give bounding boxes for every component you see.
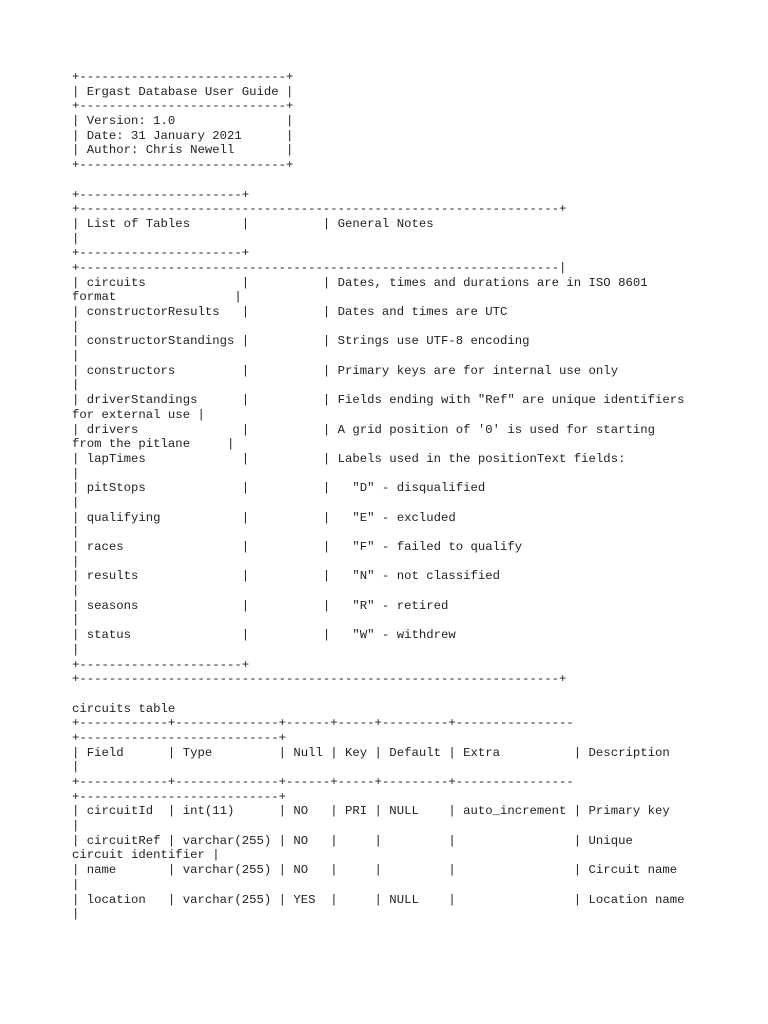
tables-line: +----------------------+ <box>72 187 250 202</box>
tables-line: | <box>72 231 80 246</box>
tables-line: +-----------------------------------------------------------------+ <box>72 202 567 217</box>
table-row: | <box>72 877 80 892</box>
header-line: +----------------------------+ <box>72 99 294 114</box>
tables-line: | <box>72 554 80 569</box>
tables-line: +----------------------+ <box>72 246 250 261</box>
tables-line: | lapTimes | | Labels used in the positionText fields: <box>72 451 626 466</box>
table-row: +---------------------------+ <box>72 730 287 745</box>
table-row: +------------+--------------+------+-----+---------+---------------- <box>72 775 574 789</box>
document-page <box>72 70 742 922</box>
table-row: | <box>72 760 80 775</box>
tables-line: | <box>72 495 80 510</box>
tables-line: format | <box>72 290 242 305</box>
tables-line: | constructors | | Primary keys are for internal use only <box>72 363 619 378</box>
tables-line: | List of Tables | | General Notes <box>72 216 434 231</box>
header-line: | Date: 31 January 2021 | <box>72 128 294 143</box>
tables-line: | pitStops | | "D" - disqualified <box>72 481 486 496</box>
table-row: | <box>72 819 80 834</box>
tables-line: +-----------------------------------------------------------------| <box>72 260 567 275</box>
header-line: +----------------------------+ <box>72 158 294 173</box>
tables-box <box>72 188 742 687</box>
table-row: | Field | Type | Null | Key | Default | Extra | Description <box>72 745 670 760</box>
tables-line: | <box>72 349 80 364</box>
tables-line: | seasons | | "R" - retired <box>72 598 449 613</box>
tables-line: | <box>72 378 80 393</box>
table-row: | circuitRef | varchar(255) | NO | | | | Unique <box>72 833 633 848</box>
header-line: | Ergast Database User Guide | <box>72 84 294 99</box>
table-row: | location | varchar(255) | YES | | NULL | | Location name <box>72 892 685 907</box>
table-row: circuit identifier | <box>72 848 220 863</box>
tables-line: | <box>72 466 80 481</box>
tables-line: | <box>72 613 80 628</box>
header-line: | Version: 1.0 | <box>72 114 294 129</box>
tables-line: +----------------------+ <box>72 657 250 672</box>
tables-line: | constructorStandings | | Strings use UTF-8 encoding <box>72 334 530 349</box>
table-row: | <box>72 907 80 922</box>
table-row: | name | varchar(255) | NO | | | | Circuit name <box>72 863 678 878</box>
tables-line: | <box>72 642 80 657</box>
table-row: | circuitId | int(11) | NO | PRI | NULL | auto_increment | Primary key <box>72 804 670 819</box>
tables-line: | <box>72 525 80 540</box>
tables-line: +-----------------------------------------------------------------+ <box>72 672 567 687</box>
header-box <box>72 70 742 173</box>
tables-line: | races | | "F" - failed to qualify <box>72 540 523 554</box>
tables-line: from the pitlane | <box>72 437 235 452</box>
header-line: | Author: Chris Newell | <box>72 143 294 158</box>
spacer <box>72 173 742 188</box>
circuits-table <box>72 716 742 922</box>
header-line: +----------------------------+ <box>72 70 294 84</box>
tables-line: | <box>72 584 80 599</box>
tables-line: for external use | <box>72 407 205 422</box>
table-row: +---------------------------+ <box>72 789 287 804</box>
tables-line: | drivers | | A grid position of '0' is used for starting <box>72 422 655 437</box>
section-title: circuits table <box>72 701 176 716</box>
tables-line: | status | | "W" - withdrew <box>72 628 456 643</box>
tables-line: | qualifying | | "E" - excluded <box>72 510 456 525</box>
tables-line: | results | | "N" - not classified <box>72 569 501 584</box>
table-row: +------------+--------------+------+-----+---------+---------------- <box>72 716 574 731</box>
tables-line: | driverStandings | | Fields ending with "Ref" are unique identifiers <box>72 393 685 408</box>
spacer <box>72 687 742 702</box>
tables-line: | circuits | | Dates, times and durations are in ISO 8601 <box>72 275 648 290</box>
tables-line: | constructorResults | | Dates and times are UTC <box>72 305 508 319</box>
tables-line: | <box>72 319 80 334</box>
